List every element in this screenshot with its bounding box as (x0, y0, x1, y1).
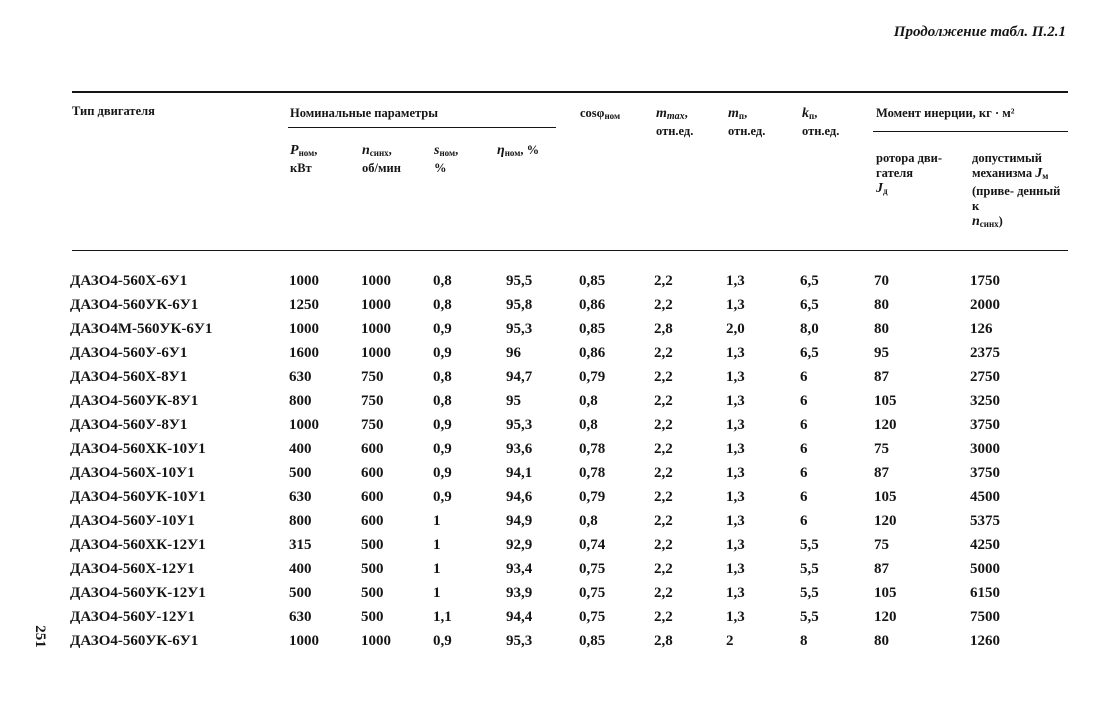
header-p-nom: $P_{ном}$, кВт (290, 143, 318, 175)
cell-eta-nom: 95,3 (506, 417, 533, 433)
cell-j-mechanism: 6150 (970, 585, 1000, 601)
table-row (70, 293, 1050, 317)
cell-m-p: 1,3 (726, 465, 745, 481)
cell-n-sync: 1000 (361, 273, 391, 289)
cell-eta-nom: 93,9 (506, 585, 533, 601)
cell-motor-type: ДАЗО4-560У-6У1 (70, 345, 188, 361)
cell-p-nom: 630 (289, 369, 312, 385)
cell-m-max: 2,2 (654, 609, 673, 625)
cell-cos-phi: 0,75 (579, 609, 606, 625)
cell-m-max: 2,2 (654, 369, 673, 385)
cell-cos-phi: 0,8 (579, 393, 598, 409)
cell-k-p: 6 (800, 465, 808, 481)
cell-m-p: 1,3 (726, 369, 745, 385)
table-row (70, 605, 1050, 629)
cell-eta-nom: 95,3 (506, 633, 533, 649)
cell-cos-phi: 0,8 (579, 417, 598, 433)
cell-p-nom: 1000 (289, 417, 319, 433)
cell-j-rotor: 120 (874, 513, 897, 529)
cell-p-nom: 1250 (289, 297, 319, 313)
cell-k-p: 5,5 (800, 537, 819, 553)
cell-eta-nom: 95,5 (506, 273, 533, 289)
cell-j-mechanism: 1260 (970, 633, 1000, 649)
header-s-nom: $s_{ном}$, % (434, 143, 459, 175)
cell-m-p: 1,3 (726, 585, 745, 601)
cell-p-nom: 500 (289, 585, 312, 601)
top-rule (72, 91, 1068, 93)
cell-j-mechanism: 2750 (970, 369, 1000, 385)
table-row (70, 413, 1050, 437)
cell-m-p: 1,3 (726, 393, 745, 409)
cell-m-p: 1,3 (726, 441, 745, 457)
cell-j-rotor: 70 (874, 273, 889, 289)
cell-n-sync: 1000 (361, 633, 391, 649)
page-number: 251 (31, 625, 48, 648)
cell-n-sync: 1000 (361, 297, 391, 313)
cell-j-mechanism: 3750 (970, 417, 1000, 433)
cell-s-nom: 1 (433, 513, 441, 529)
cell-k-p: 5,5 (800, 609, 819, 625)
cell-s-nom: 0,9 (433, 321, 452, 337)
cell-j-rotor: 105 (874, 585, 897, 601)
cell-m-max: 2,8 (654, 321, 673, 337)
cell-motor-type: ДАЗО4-560У-12У1 (70, 609, 195, 625)
cell-m-max: 2,2 (654, 465, 673, 481)
cell-k-p: 6 (800, 513, 808, 529)
table-row (70, 269, 1050, 293)
table-row (70, 629, 1050, 653)
cell-motor-type: ДАЗО4-560Х-6У1 (70, 273, 188, 289)
table-row (70, 341, 1050, 365)
cell-eta-nom: 95,3 (506, 321, 533, 337)
table-row (70, 557, 1050, 581)
cell-j-rotor: 105 (874, 489, 897, 505)
cell-cos-phi: 0,85 (579, 633, 606, 649)
cell-eta-nom: 94,6 (506, 489, 533, 505)
header-allowed: допустимый механизма $J_м$ (приве- денный к $n_{синх}$) (972, 151, 1061, 229)
cell-j-mechanism: 2375 (970, 345, 1000, 361)
cell-eta-nom: 94,7 (506, 369, 533, 385)
cell-n-sync: 750 (361, 393, 384, 409)
cell-cos-phi: 0,86 (579, 345, 606, 361)
cell-k-p: 5,5 (800, 561, 819, 577)
cell-cos-phi: 0,86 (579, 297, 606, 313)
cell-j-mechanism: 7500 (970, 609, 1000, 625)
table-row (70, 509, 1050, 533)
cell-s-nom: 0,8 (433, 393, 452, 409)
cell-j-rotor: 95 (874, 345, 889, 361)
table-row (70, 365, 1050, 389)
cell-n-sync: 600 (361, 489, 384, 505)
cell-j-rotor: 80 (874, 633, 889, 649)
cell-motor-type: ДАЗО4-560У-8У1 (70, 417, 188, 433)
cell-n-sync: 500 (361, 561, 384, 577)
cell-motor-type: ДАЗО4-560ХК-12У1 (70, 537, 206, 553)
cell-p-nom: 500 (289, 465, 312, 481)
table-row (70, 581, 1050, 605)
cell-m-p: 2,0 (726, 321, 745, 337)
cell-j-rotor: 120 (874, 609, 897, 625)
cell-p-nom: 1600 (289, 345, 319, 361)
motor-data-table (70, 269, 1050, 653)
table-body (70, 269, 1050, 653)
cell-cos-phi: 0,74 (579, 537, 606, 553)
cell-motor-type: ДАЗО4-560УК-12У1 (70, 585, 206, 601)
cell-s-nom: 1 (433, 537, 441, 553)
cell-cos-phi: 0,75 (579, 585, 606, 601)
cell-j-rotor: 75 (874, 441, 889, 457)
header-inertia: Момент инерции, кг · м² (876, 106, 1015, 120)
cell-p-nom: 1000 (289, 633, 319, 649)
cell-p-nom: 630 (289, 489, 312, 505)
cell-j-mechanism: 4500 (970, 489, 1000, 505)
header-nominal-params: Номинальные параметры (290, 106, 438, 120)
cell-n-sync: 500 (361, 585, 384, 601)
cell-motor-type: ДАЗО4-560УК-10У1 (70, 489, 206, 505)
cell-motor-type: ДАЗО4-560ХК-10У1 (70, 441, 206, 457)
table-row (70, 461, 1050, 485)
cell-m-max: 2,2 (654, 561, 673, 577)
cell-m-p: 1,3 (726, 345, 745, 361)
cell-m-max: 2,2 (654, 345, 673, 361)
cell-m-max: 2,2 (654, 585, 673, 601)
cell-k-p: 6 (800, 369, 808, 385)
header-motor-type: Тип двигателя (72, 104, 155, 118)
nominal-params-rule (288, 127, 556, 128)
cell-motor-type: ДАЗО4М-560УК-6У1 (70, 321, 213, 337)
cell-s-nom: 0,9 (433, 417, 452, 433)
cell-j-mechanism: 1750 (970, 273, 1000, 289)
cell-k-p: 8,0 (800, 321, 819, 337)
cell-n-sync: 750 (361, 369, 384, 385)
cell-k-p: 5,5 (800, 585, 819, 601)
table-caption: Продолжение табл. П.2.1 (893, 24, 1066, 40)
header-k-p: $k_п$, отн.ед. (802, 106, 840, 138)
header-bottom-rule (72, 250, 1068, 251)
cell-motor-type: ДАЗО4-560УК-8У1 (70, 393, 199, 409)
inertia-rule (873, 131, 1068, 132)
cell-p-nom: 400 (289, 441, 312, 457)
cell-motor-type: ДАЗО4-560УК-6У1 (70, 633, 199, 649)
cell-j-mechanism: 3750 (970, 465, 1000, 481)
cell-n-sync: 600 (361, 441, 384, 457)
cell-n-sync: 600 (361, 465, 384, 481)
cell-m-p: 1,3 (726, 273, 745, 289)
cell-m-max: 2,2 (654, 513, 673, 529)
cell-p-nom: 630 (289, 609, 312, 625)
cell-j-mechanism: 4250 (970, 537, 1000, 553)
cell-eta-nom: 94,1 (506, 465, 533, 481)
cell-p-nom: 800 (289, 393, 312, 409)
cell-j-mechanism: 2000 (970, 297, 1000, 313)
cell-m-p: 1,3 (726, 609, 745, 625)
header-cos-phi: cosφ$_{ном}$ (580, 106, 621, 121)
cell-k-p: 6 (800, 417, 808, 433)
cell-j-mechanism: 3000 (970, 441, 1000, 457)
cell-eta-nom: 92,9 (506, 537, 533, 553)
cell-cos-phi: 0,85 (579, 321, 606, 337)
cell-j-mechanism: 126 (970, 321, 993, 337)
cell-n-sync: 600 (361, 513, 384, 529)
cell-s-nom: 0,8 (433, 297, 452, 313)
cell-p-nom: 315 (289, 537, 312, 553)
cell-p-nom: 1000 (289, 273, 319, 289)
cell-m-max: 2,8 (654, 633, 673, 649)
cell-n-sync: 1000 (361, 321, 391, 337)
table-row (70, 389, 1050, 413)
table-row (70, 437, 1050, 461)
cell-m-max: 2,2 (654, 417, 673, 433)
cell-eta-nom: 93,4 (506, 561, 533, 577)
cell-j-mechanism: 5375 (970, 513, 1000, 529)
cell-eta-nom: 93,6 (506, 441, 533, 457)
header-m-p: $m_п$, отн.ед. (728, 106, 766, 138)
cell-m-p: 1,3 (726, 417, 745, 433)
cell-cos-phi: 0,79 (579, 489, 606, 505)
cell-cos-phi: 0,78 (579, 441, 606, 457)
cell-n-sync: 500 (361, 609, 384, 625)
cell-m-max: 2,2 (654, 273, 673, 289)
cell-p-nom: 1000 (289, 321, 319, 337)
cell-k-p: 6 (800, 393, 808, 409)
cell-motor-type: ДАЗО4-560УК-6У1 (70, 297, 199, 313)
cell-s-nom: 1,1 (433, 609, 452, 625)
cell-cos-phi: 0,79 (579, 369, 606, 385)
cell-s-nom: 0,9 (433, 633, 452, 649)
cell-cos-phi: 0,85 (579, 273, 606, 289)
header-eta-nom: $\eta_{ном}$, % (497, 143, 540, 158)
cell-j-rotor: 80 (874, 321, 889, 337)
cell-s-nom: 1 (433, 561, 441, 577)
cell-j-mechanism: 3250 (970, 393, 1000, 409)
cell-k-p: 6,5 (800, 345, 819, 361)
cell-k-p: 6 (800, 489, 808, 505)
cell-j-rotor: 75 (874, 537, 889, 553)
cell-n-sync: 1000 (361, 345, 391, 361)
cell-j-rotor: 87 (874, 369, 889, 385)
cell-eta-nom: 95 (506, 393, 521, 409)
header-m-max: $m_{max}$, отн.ед. (656, 106, 694, 138)
table-row (70, 533, 1050, 557)
cell-s-nom: 0,9 (433, 441, 452, 457)
cell-j-rotor: 87 (874, 465, 889, 481)
cell-m-max: 2,2 (654, 441, 673, 457)
cell-m-max: 2,2 (654, 537, 673, 553)
cell-m-p: 1,3 (726, 297, 745, 313)
table-row (70, 485, 1050, 509)
cell-m-max: 2,2 (654, 297, 673, 313)
cell-eta-nom: 94,4 (506, 609, 533, 625)
cell-eta-nom: 95,8 (506, 297, 533, 313)
cell-s-nom: 0,9 (433, 465, 452, 481)
cell-m-max: 2,2 (654, 489, 673, 505)
cell-j-rotor: 87 (874, 561, 889, 577)
cell-motor-type: ДАЗО4-560Х-8У1 (70, 369, 188, 385)
cell-j-mechanism: 5000 (970, 561, 1000, 577)
cell-k-p: 6,5 (800, 297, 819, 313)
cell-motor-type: ДАЗО4-560У-10У1 (70, 513, 195, 529)
cell-cos-phi: 0,8 (579, 513, 598, 529)
cell-s-nom: 0,9 (433, 489, 452, 505)
cell-cos-phi: 0,78 (579, 465, 606, 481)
header-n-sync: $n_{синх}$, об/мин (362, 143, 401, 175)
cell-j-rotor: 105 (874, 393, 897, 409)
cell-m-p: 2 (726, 633, 734, 649)
cell-eta-nom: 96 (506, 345, 521, 361)
cell-s-nom: 0,8 (433, 273, 452, 289)
cell-m-p: 1,3 (726, 489, 745, 505)
cell-p-nom: 800 (289, 513, 312, 529)
table-row (70, 317, 1050, 341)
cell-motor-type: ДАЗО4-560Х-10У1 (70, 465, 195, 481)
cell-n-sync: 750 (361, 417, 384, 433)
cell-s-nom: 0,8 (433, 369, 452, 385)
cell-m-max: 2,2 (654, 393, 673, 409)
cell-s-nom: 0,9 (433, 345, 452, 361)
cell-motor-type: ДАЗО4-560Х-12У1 (70, 561, 195, 577)
cell-j-rotor: 80 (874, 297, 889, 313)
cell-k-p: 8 (800, 633, 808, 649)
cell-m-p: 1,3 (726, 561, 745, 577)
cell-k-p: 6 (800, 441, 808, 457)
cell-m-p: 1,3 (726, 513, 745, 529)
cell-s-nom: 1 (433, 585, 441, 601)
cell-eta-nom: 94,9 (506, 513, 533, 529)
cell-cos-phi: 0,75 (579, 561, 606, 577)
cell-p-nom: 400 (289, 561, 312, 577)
cell-j-rotor: 120 (874, 417, 897, 433)
cell-n-sync: 500 (361, 537, 384, 553)
cell-m-p: 1,3 (726, 537, 745, 553)
cell-k-p: 6,5 (800, 273, 819, 289)
header-rotor: ротора дви- гателя $J_д$ (876, 151, 943, 196)
